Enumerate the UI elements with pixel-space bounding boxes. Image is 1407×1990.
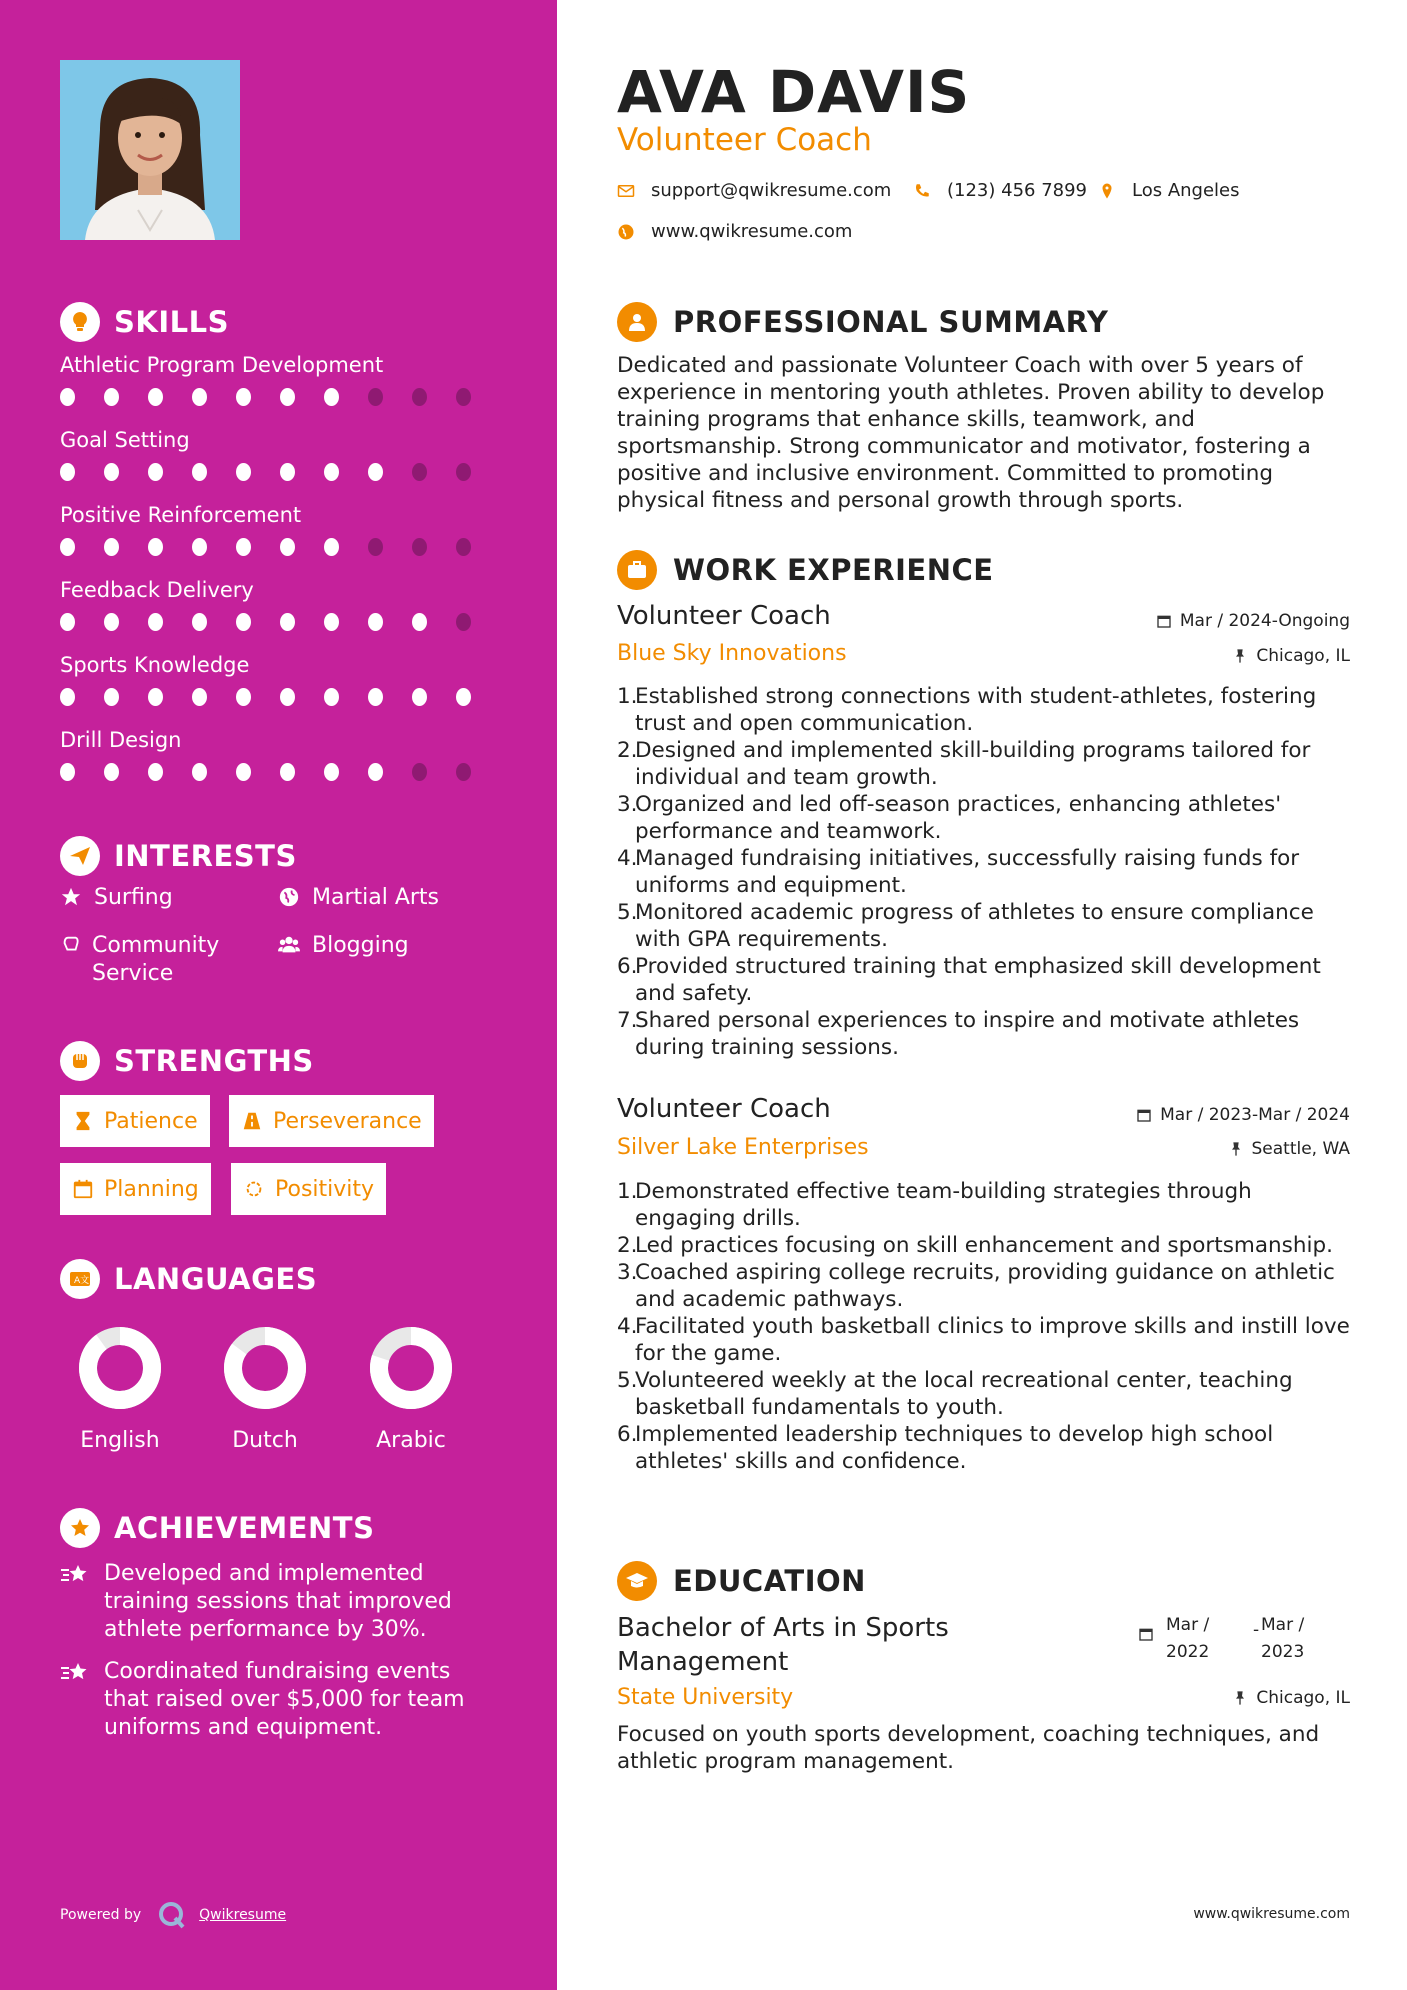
skill-dot	[324, 613, 339, 631]
qwikresume-link[interactable]: Qwikresume	[199, 1907, 287, 1923]
profile-photo	[60, 60, 240, 240]
job-bullets	[617, 1178, 1350, 1475]
skill-dot	[368, 613, 383, 631]
skill-name: Athletic Program Development	[60, 353, 384, 377]
skill-dot	[456, 763, 471, 781]
degree-title: Bachelor of Arts in Sports Management	[617, 1613, 949, 1677]
star-icon	[60, 884, 84, 916]
job-date: Mar / 2023-Mar / 2024	[1136, 1105, 1350, 1125]
language-donut	[76, 1324, 164, 1412]
job-bullet: 2. Led practices focusing on skill enhancement and sportsmanship.	[617, 1233, 1333, 1258]
strengths-heading	[60, 1041, 314, 1081]
star-burst-icon	[60, 1508, 100, 1548]
skill-dot	[456, 613, 471, 631]
skill-dot	[60, 538, 75, 556]
sidebar	[0, 0, 557, 1990]
skill-dot	[412, 463, 427, 481]
skill-name: Feedback Delivery	[60, 578, 254, 602]
skill-dot	[148, 463, 163, 481]
skill-item	[60, 577, 500, 631]
skill-dot	[412, 613, 427, 631]
skill-dot	[236, 463, 251, 481]
skill-item	[60, 727, 500, 781]
skill-dot	[60, 763, 75, 781]
language-name: English	[80, 1428, 160, 1453]
calendar-icon	[72, 1178, 94, 1200]
job-bullet: 6. Provided structured training that emphasized skill development and safety.	[617, 954, 1321, 1006]
skill-name: Sports Knowledge	[60, 653, 250, 677]
edu-end-date: Mar / 2023	[1261, 1615, 1305, 1662]
globe-icon	[278, 884, 302, 916]
map-pin-icon	[1098, 182, 1116, 200]
skill-dot	[280, 463, 295, 481]
skill-dot	[324, 538, 339, 556]
skill-dot	[456, 688, 471, 706]
summary-text: Dedicated and passionate Volunteer Coach with over 5 years of experience in mentoring youth athletes. Proven ability to develop training programs that enhance skills, teamwork, and sportsmanship. Strong communicator and motivator, fostering a positive and inclusive environment. Committed to promoting physical fitness and personal growth through sports.	[617, 353, 1325, 513]
skill-dot	[104, 388, 119, 406]
edu-start-date: Mar / 2022	[1166, 1615, 1210, 1662]
language-donut	[367, 1324, 455, 1412]
interest-item: Blogging	[278, 932, 498, 964]
job-company: Silver Lake Enterprises	[617, 1135, 869, 1160]
svg-text:A文: A文	[74, 1276, 90, 1286]
skill-rating	[60, 538, 500, 556]
job-bullet: 6. Implemented leadership techniques to develop high school athletes' skills and confidence.	[617, 1422, 1274, 1474]
strength-tag: Patience	[60, 1095, 210, 1147]
job-bullet: 7. Shared personal experiences to inspire and motivate athletes during training sessions.	[617, 1008, 1300, 1060]
skill-dot	[60, 388, 75, 406]
candidate-name: AVA DAVIS	[617, 58, 971, 126]
pushpin-icon	[1228, 1141, 1244, 1157]
job-bullet: 1. Demonstrated effective team-building strategies through engaging drills.	[617, 1179, 1252, 1231]
skill-name: Positive Reinforcement	[60, 503, 302, 527]
skill-dot	[280, 613, 295, 631]
skill-rating	[60, 688, 500, 706]
shooting-star-icon	[60, 1560, 92, 1596]
job-bullet: 2. Designed and implemented skill-building programs tailored for individual and team growth.	[617, 738, 1311, 790]
skill-dot	[324, 463, 339, 481]
skill-dot	[192, 688, 207, 706]
job-bullet: 3. Coached aspiring college recruits, providing guidance on athletic and academic pathways.	[617, 1260, 1335, 1312]
skill-item	[60, 502, 500, 556]
skill-dot	[192, 613, 207, 631]
skill-dot	[236, 538, 251, 556]
skill-item	[60, 652, 500, 706]
hand-icon	[60, 932, 82, 964]
strength-tag: Positivity	[231, 1163, 386, 1215]
calendar-icon	[1138, 1626, 1158, 1646]
skill-dot	[148, 688, 163, 706]
briefcase-icon	[617, 550, 657, 590]
skill-dot	[148, 613, 163, 631]
job-bullet: 1. Established strong connections with student-athletes, fostering trust and open communication.	[617, 684, 1317, 736]
skill-dot	[104, 613, 119, 631]
skill-dot	[60, 613, 75, 631]
skill-dot	[104, 538, 119, 556]
achievement-item: Developed and implemented training sessions that improved athlete performance by 30%.	[60, 1560, 490, 1644]
interests-title: INTERESTS	[114, 839, 297, 873]
qwikresume-logo-icon	[157, 1900, 187, 1930]
interests-heading	[60, 836, 297, 876]
strength-tag: Perseverance	[229, 1095, 434, 1147]
skill-dot	[368, 463, 383, 481]
skill-rating	[60, 388, 500, 406]
language-item	[351, 1324, 471, 1453]
lightbulb-icon	[60, 302, 100, 342]
skill-dot	[192, 763, 207, 781]
contact-website[interactable]: www.qwikresume.com	[617, 221, 852, 242]
contact-location: Los Angeles	[1098, 180, 1240, 201]
skill-dot	[412, 763, 427, 781]
skill-dot	[104, 688, 119, 706]
experience-heading: WORK EXPERIENCE	[617, 550, 994, 590]
skill-dot	[104, 463, 119, 481]
skill-dot	[104, 763, 119, 781]
skill-dot	[456, 538, 471, 556]
skill-dot	[148, 763, 163, 781]
skill-dot	[324, 388, 339, 406]
skill-dot	[324, 763, 339, 781]
phone-icon	[913, 182, 931, 200]
pushpin-icon	[1232, 648, 1248, 664]
achievements-title: ACHIEVEMENTS	[114, 1511, 375, 1545]
fist-icon	[60, 1041, 100, 1081]
skill-rating	[60, 613, 500, 631]
interest-item: Surfing	[60, 884, 260, 916]
skill-rating	[60, 463, 500, 481]
skill-dot	[456, 388, 471, 406]
education-heading: EDUCATION	[617, 1561, 866, 1601]
school-name: State University	[617, 1685, 794, 1710]
users-icon	[278, 932, 302, 964]
edu-date-separator: -	[1253, 1620, 1260, 1640]
skill-dot	[192, 463, 207, 481]
sun-icon	[243, 1178, 265, 1200]
skill-dot	[236, 763, 251, 781]
skills-heading	[60, 302, 229, 342]
language-name: Dutch	[232, 1428, 298, 1453]
paper-plane-icon	[60, 836, 100, 876]
edu-location: Chicago, IL	[1232, 1688, 1350, 1708]
skill-dot	[280, 688, 295, 706]
footer-website[interactable]: www.qwikresume.com	[1193, 1906, 1350, 1922]
job-date: Mar / 2024-Ongoing	[1156, 611, 1350, 631]
skill-dot	[148, 388, 163, 406]
road-icon	[241, 1110, 263, 1132]
pushpin-icon	[1232, 1690, 1248, 1706]
skill-dot	[368, 388, 383, 406]
job-bullet: 5. Volunteered weekly at the local recreational center, teaching basketball fundamentals to youth.	[617, 1368, 1293, 1420]
language-level-arc	[88, 1336, 152, 1400]
languages-heading	[60, 1259, 317, 1299]
skill-dot	[368, 688, 383, 706]
job-location: Seattle, WA	[1228, 1139, 1351, 1159]
contact-email[interactable]: support@qwikresume.com	[617, 180, 891, 201]
skill-dot	[412, 538, 427, 556]
skill-dot	[60, 463, 75, 481]
summary-heading: PROFESSIONAL SUMMARY	[617, 302, 1108, 342]
skill-dot	[236, 688, 251, 706]
language-item	[205, 1324, 325, 1453]
languages-title: LANGUAGES	[114, 1262, 318, 1296]
job-bullet: 5. Monitored academic progress of athletes to ensure compliance with GPA requirements.	[617, 900, 1314, 952]
skill-dot	[60, 688, 75, 706]
job-location: Chicago, IL	[1232, 646, 1350, 666]
skill-dot	[324, 688, 339, 706]
job-title: Volunteer Coach	[617, 601, 831, 631]
calendar-icon	[1156, 613, 1172, 629]
language-donut	[221, 1324, 309, 1412]
skill-dot	[412, 388, 427, 406]
skill-item	[60, 427, 500, 481]
contact-phone[interactable]: (123) 456 7899	[913, 180, 1087, 201]
skills-title: SKILLS	[114, 305, 229, 339]
skill-dot	[192, 538, 207, 556]
skill-dot	[456, 463, 471, 481]
skill-dot	[280, 538, 295, 556]
skill-name: Goal Setting	[60, 428, 190, 452]
powered-by: Powered by Qwikresume	[60, 1900, 286, 1930]
user-icon	[617, 302, 657, 342]
skill-dot	[280, 763, 295, 781]
achievement-item: Coordinated fundraising events that raised over $5,000 for team uniforms and equipment.	[60, 1658, 490, 1742]
graduation-cap-icon	[617, 1561, 657, 1601]
skill-item	[60, 352, 500, 406]
language-name: Arabic	[376, 1428, 446, 1453]
skill-dot	[148, 538, 163, 556]
candidate-role: Volunteer Coach	[617, 122, 872, 158]
shooting-star-icon	[60, 1658, 92, 1694]
achievements-heading	[60, 1508, 374, 1548]
skill-name: Drill Design	[60, 728, 182, 752]
interest-item: Community Service	[60, 932, 260, 988]
language-item	[60, 1324, 180, 1453]
skill-dot	[412, 688, 427, 706]
skill-dot	[236, 613, 251, 631]
skill-dot	[368, 763, 383, 781]
education-description: Focused on youth sports development, coaching techniques, and athletic program management.	[617, 1722, 1320, 1774]
calendar-icon	[1136, 1107, 1152, 1123]
job-bullet: 3. Organized and led off-season practices, enhancing athletes' performance and teamwork.	[617, 792, 1282, 844]
hourglass-icon	[72, 1110, 94, 1132]
job-company: Blue Sky Innovations	[617, 641, 847, 666]
skill-dot	[192, 388, 207, 406]
job-title: Volunteer Coach	[617, 1094, 831, 1124]
interest-item: Martial Arts	[278, 884, 498, 916]
envelope-icon	[617, 182, 635, 200]
strengths-title: STRENGTHS	[114, 1044, 314, 1078]
job-bullet: 4. Facilitated youth basketball clinics to improve skills and instill love for the game.	[617, 1314, 1350, 1366]
job-bullet: 4. Managed fundraising initiatives, successfully raising funds for uniforms and equipment.	[617, 846, 1300, 898]
strength-tag: Planning	[60, 1163, 211, 1215]
globe-icon	[617, 223, 635, 241]
skill-rating	[60, 763, 500, 781]
job-bullets	[617, 683, 1350, 1061]
skill-dot	[368, 538, 383, 556]
skill-dot	[280, 388, 295, 406]
language-icon	[60, 1259, 100, 1299]
skill-dot	[236, 388, 251, 406]
